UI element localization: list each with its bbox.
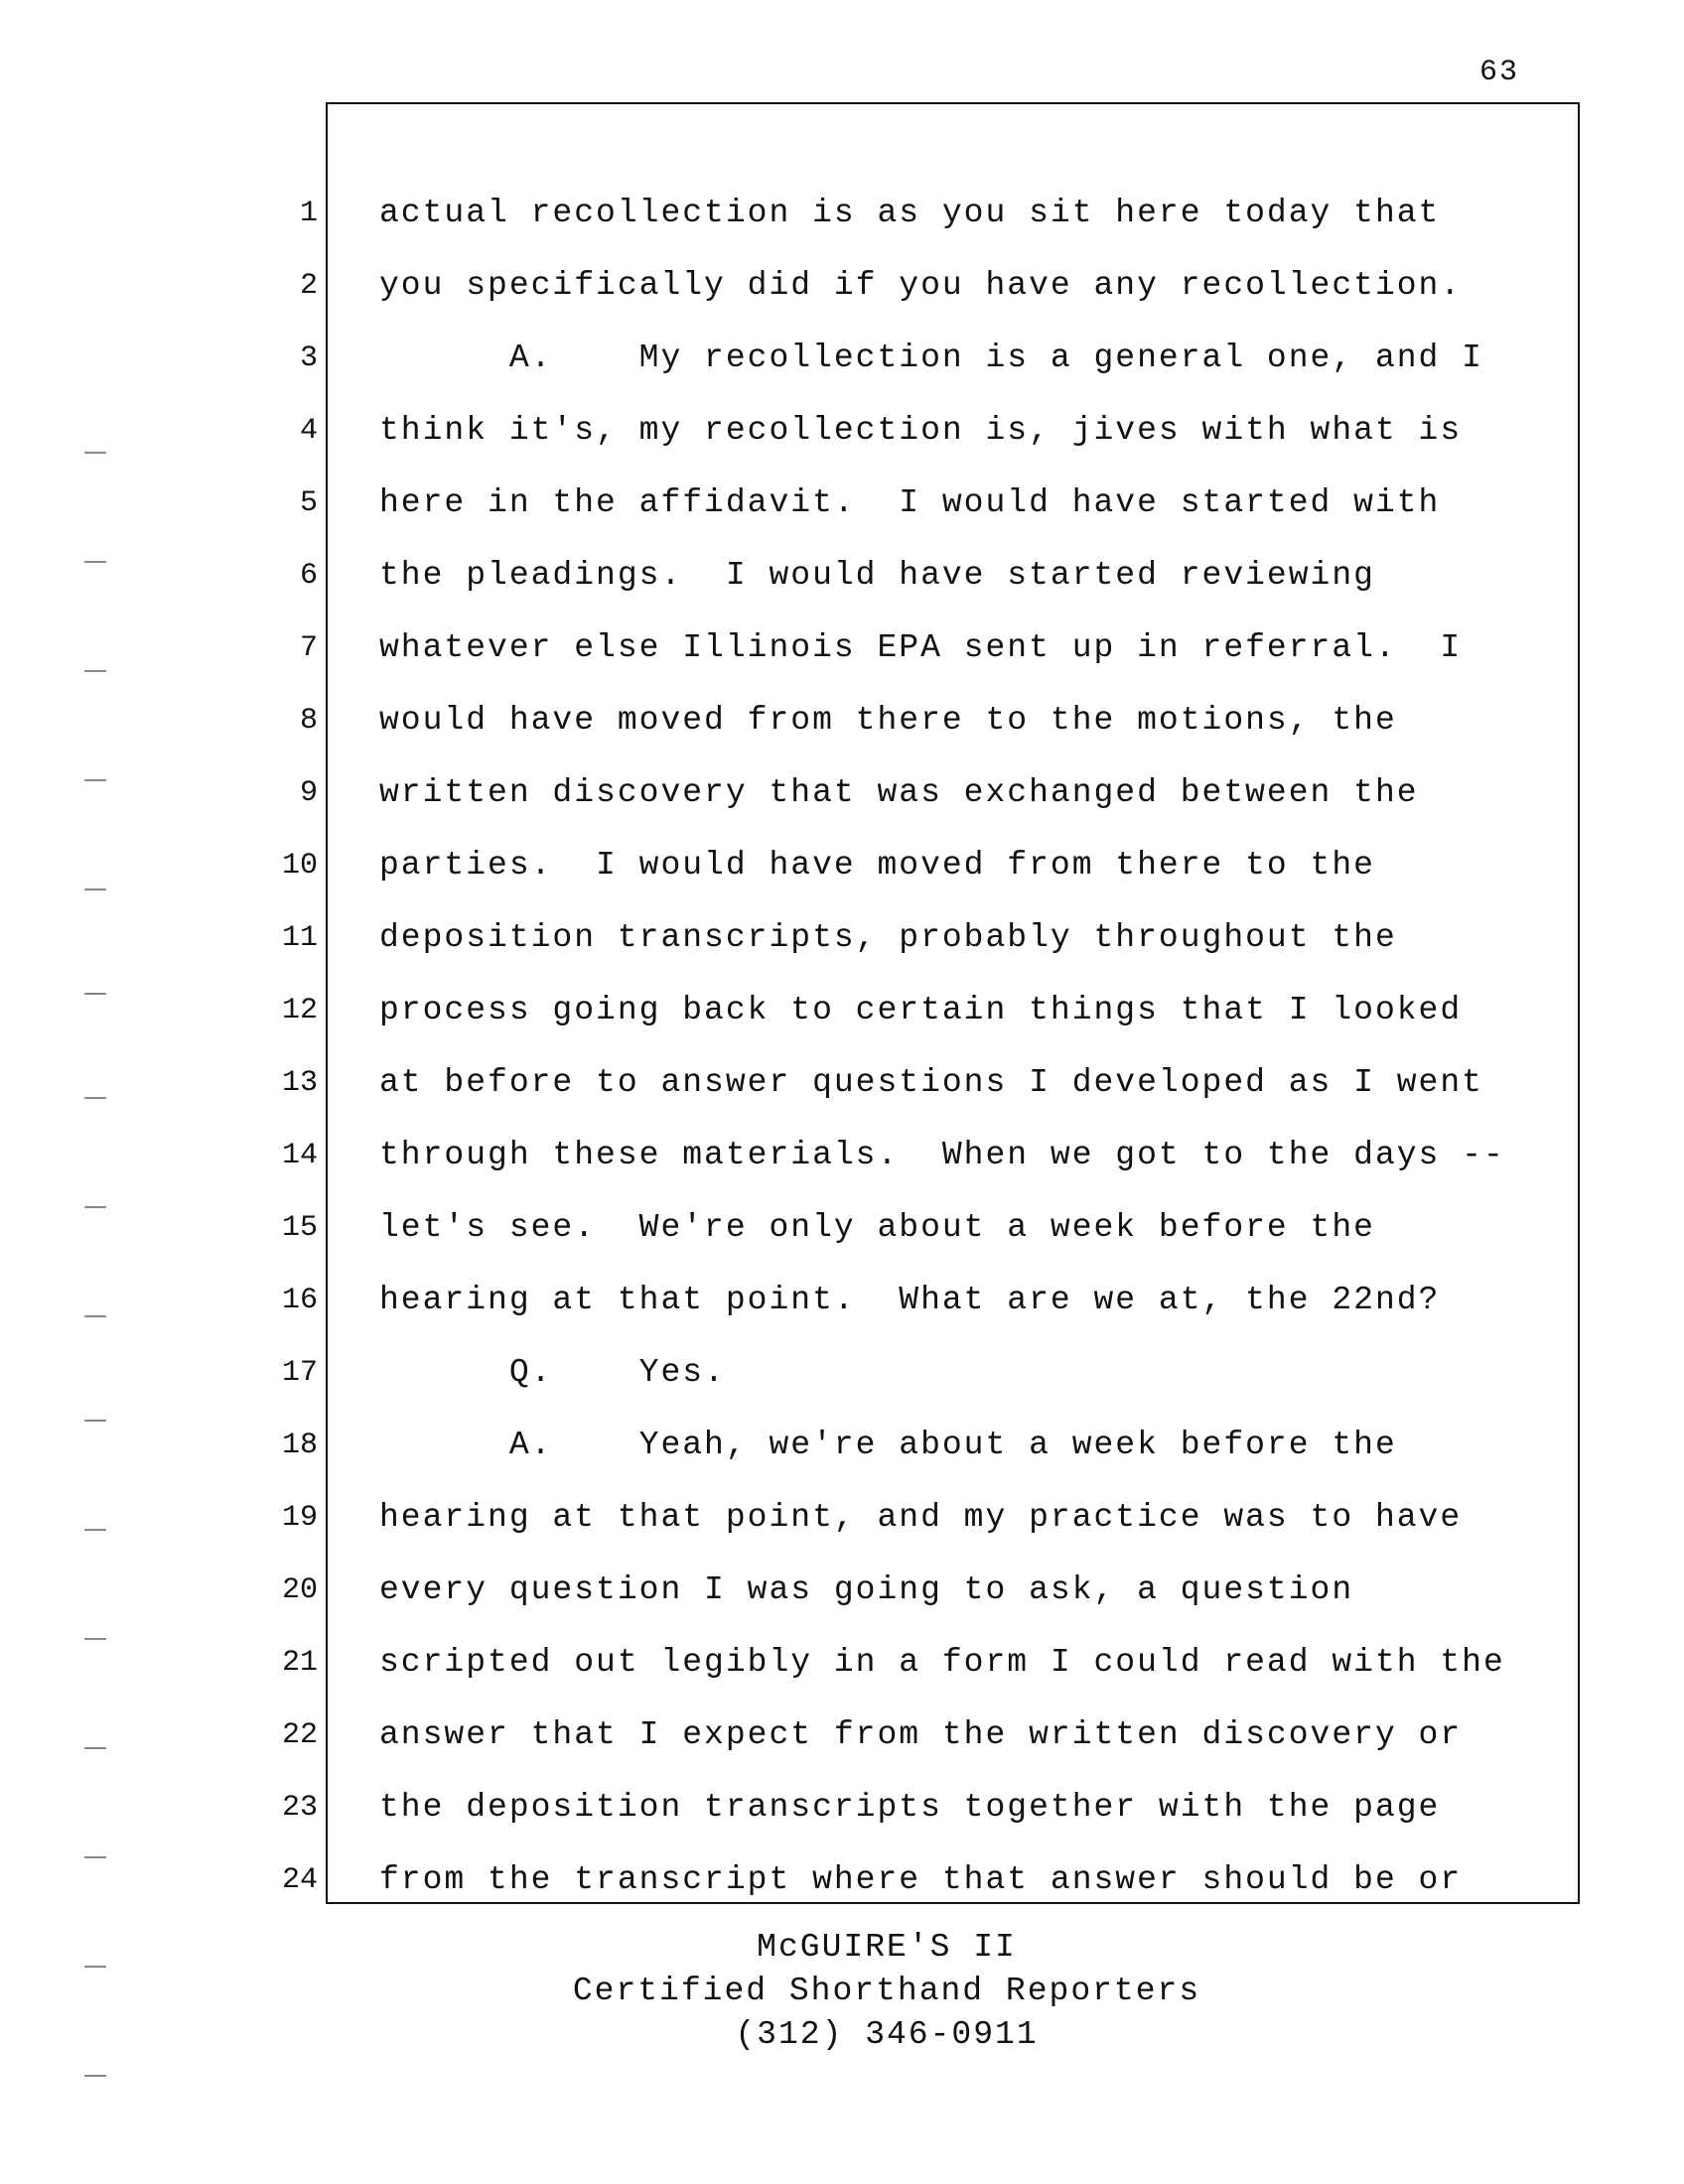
transcript-line: the deposition transcripts together with the page xyxy=(379,1789,1441,1826)
line-number: 10 xyxy=(281,849,318,883)
margin-tick xyxy=(84,1315,106,1317)
line-number: 7 xyxy=(299,631,318,665)
margin-tick xyxy=(84,561,106,563)
margin-tick xyxy=(84,2075,106,2077)
line-number: 17 xyxy=(281,1356,318,1390)
margin-tick xyxy=(84,1097,106,1099)
transcript-line: process going back to certain things that I looked xyxy=(379,992,1463,1028)
transcript-line: through these materials. When we got to the days -- xyxy=(379,1137,1505,1173)
line-number: 20 xyxy=(281,1573,318,1607)
transcript-line: A. My recollection is a general one, and I xyxy=(379,340,1483,376)
transcript-line: A. Yeah, we're about a week before the xyxy=(379,1427,1397,1463)
transcript-line: you specifically did if you have any recollection. xyxy=(379,267,1463,304)
margin-tick xyxy=(84,670,106,672)
transcript-line: at before to answer questions I developed as I went xyxy=(379,1064,1483,1101)
line-number: 12 xyxy=(281,994,318,1027)
line-number: 3 xyxy=(299,341,318,375)
line-number: 18 xyxy=(281,1429,318,1462)
line-number: 4 xyxy=(299,414,318,448)
line-number: 9 xyxy=(299,776,318,810)
margin-tick xyxy=(84,779,106,781)
transcript-line: hearing at that point, and my practice was to have xyxy=(379,1499,1463,1536)
transcript-line: written discovery that was exchanged between the xyxy=(379,774,1419,811)
line-number: 8 xyxy=(299,704,318,738)
transcript-line: the pleadings. I would have started reviewing xyxy=(379,557,1375,594)
margin-tick xyxy=(84,1638,106,1640)
reporter-phone: (312) 346-0911 xyxy=(735,2016,1039,2053)
line-number: 13 xyxy=(281,1066,318,1100)
transcript-line: scripted out legibly in a form I could read with the xyxy=(379,1644,1505,1681)
line-number: 5 xyxy=(299,486,318,520)
transcript-line: answer that I expect from the written discovery or xyxy=(379,1716,1463,1753)
transcript-line: think it's, my recollection is, jives with what is xyxy=(379,412,1463,449)
margin-tick xyxy=(84,888,106,890)
line-number: 21 xyxy=(281,1646,318,1680)
line-number: 14 xyxy=(281,1139,318,1172)
transcript-line: from the transcript where that answer should be or xyxy=(379,1861,1463,1898)
line-number: 19 xyxy=(281,1501,318,1535)
transcript-line: whatever else Illinois EPA sent up in referral. I xyxy=(379,629,1463,666)
margin-tick xyxy=(84,1747,106,1749)
transcript-line: parties. I would have moved from there to the xyxy=(379,847,1375,884)
margin-tick xyxy=(84,1420,106,1422)
reporter-name: McGUIRE'S II xyxy=(757,1929,1017,1966)
transcript-line: here in the affidavit. I would have started with xyxy=(379,484,1441,521)
line-number: 6 xyxy=(299,559,318,593)
margin-tick xyxy=(84,1856,106,1858)
transcript-line: Q. Yes. xyxy=(379,1354,726,1391)
margin-tick xyxy=(84,452,106,454)
transcript-line: every question I was going to ask, a question xyxy=(379,1571,1354,1608)
line-number: 15 xyxy=(281,1211,318,1245)
transcript-line: hearing at that point. What are we at, the 22nd? xyxy=(379,1282,1441,1318)
line-number: 11 xyxy=(281,921,318,955)
line-number: 1 xyxy=(299,197,318,230)
transcript-line: would have moved from there to the motions, the xyxy=(379,702,1397,739)
margin-tick xyxy=(84,993,106,995)
reporter-title: Certified Shorthand Reporters xyxy=(572,1973,1201,2009)
margin-tick xyxy=(84,1206,106,1208)
line-number: 24 xyxy=(281,1863,318,1897)
reporter-footer xyxy=(0,1926,1684,2057)
margin-tick xyxy=(84,1529,106,1531)
line-number: 22 xyxy=(281,1718,318,1752)
line-number: 2 xyxy=(299,269,318,303)
page-number: 63 xyxy=(1479,56,1520,89)
transcript-line: let's see. We're only about a week before the xyxy=(379,1209,1375,1246)
transcript-line: deposition transcripts, probably throughout the xyxy=(379,919,1397,956)
line-number: 23 xyxy=(281,1791,318,1825)
transcript-line: actual recollection is as you sit here today that xyxy=(379,195,1441,231)
line-number: 16 xyxy=(281,1284,318,1317)
